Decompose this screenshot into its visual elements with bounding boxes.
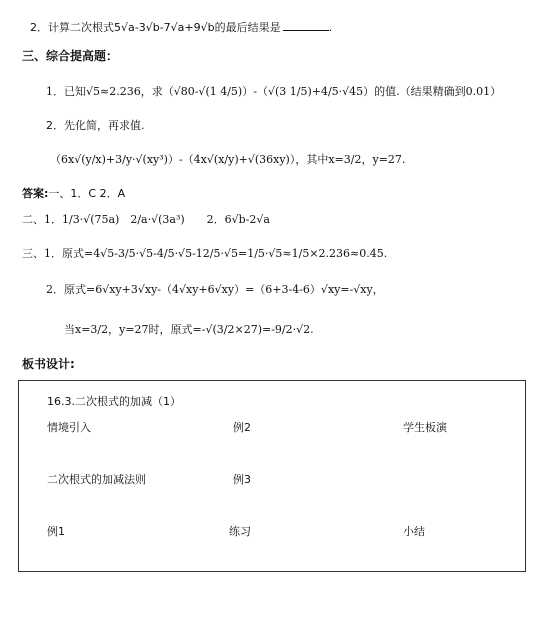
question-2-text: 2．计算二次根式5√a-3√b-7√a+9√b的最后结果是 — [30, 21, 281, 34]
board-cell-example-2: 例2 — [233, 421, 251, 434]
board-heading: 16.3.二次根式的加减（1） — [47, 395, 181, 408]
board-cell-summary: 小结 — [403, 525, 425, 538]
problem-2-expression: （6x√(y/x)+3/y·√(xy³)）-（4x√(x/y)+√(36xy)），其中x=3/2，y=27. — [50, 153, 406, 166]
answer-line-5: 当x=3/2，y=27时，原式=-√(3/2×27)=-9/2·√2. — [64, 323, 314, 336]
problem-2-title: 2．先化简，再求值. — [46, 119, 145, 132]
board-cell-situation: 情境引入 — [47, 421, 91, 434]
board-cell-student-demo: 学生板演 — [403, 421, 447, 434]
problem-1: 1．已知√5≈2.236，求（√80-√(1 4/5)）-（√(3 1/5)+4/5·√45）的值.（结果精确到0.01） — [46, 85, 502, 98]
answer-label: 答案: — [22, 187, 49, 200]
answer-line-2: 二、1．1/3·√(75a) 2/a·√(3a³) 2．6√b-2√a — [22, 213, 270, 226]
board-cell-example-3: 例3 — [233, 473, 251, 486]
section-3-title: 三、综合提高题： — [22, 49, 119, 63]
board-cell-practice: 练习 — [229, 525, 251, 538]
answer-header — [22, 186, 125, 202]
answer-line-4: 2．原式=6√xy+3√xy-（4√xy+6√xy）=（6+3-4-6）√xy=-√xy， — [46, 283, 384, 296]
board-cell-rule: 二次根式的加减法则 — [47, 473, 146, 486]
board-design-box — [18, 380, 526, 572]
answer-line-3: 三、1．原式=4√5-3/5·√5-4/5·√5-12/5·√5=1/5·√5≈1/5×2.236≈0.45. — [22, 247, 388, 260]
answer-line-1: 一、1．C 2．A — [48, 187, 126, 200]
board-cell-example-1: 例1 — [47, 525, 65, 538]
question-2: 2．计算二次根式5√a-3√b-7√a+9√b的最后结果是 . — [30, 21, 333, 34]
answer-blank — [283, 20, 329, 31]
board-design-title: 板书设计: — [22, 357, 75, 371]
